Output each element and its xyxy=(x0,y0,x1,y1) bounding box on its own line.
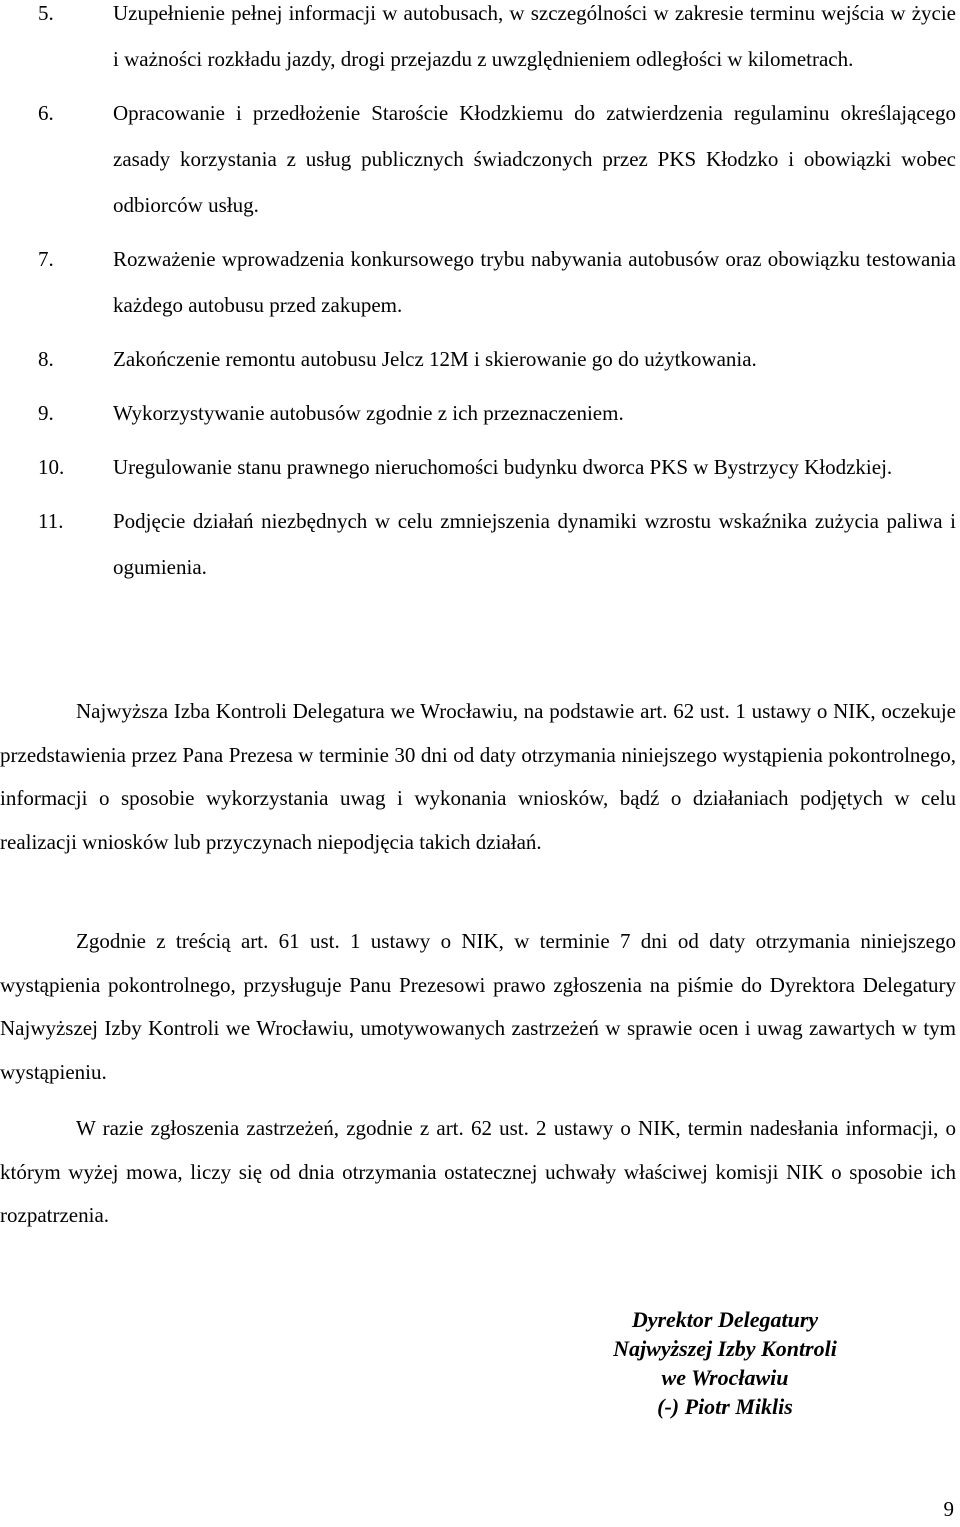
list-item xyxy=(0,390,960,436)
recommendations-list xyxy=(0,0,960,598)
list-item-text: Zakończenie remontu autobusu Jelcz 12M i skierowanie go do użytkowania. xyxy=(113,347,757,371)
paragraph-report-request: Najwyższa Izba Kontroli Delegatura we Wrocławiu, na podstawie art. 62 ust. 1 ustawy o NIK, oczekuje przedstawienia przez Pana Prezesa w terminie 30 dni od daty otrzymania niniejszego wystąpienia pokontrolnego, informacji o sposobie wykorzystania uwag i wykonania wniosków, bądź o działaniach podjętych w celu realizacji wniosków lub przyczynach niepodjęcia takich działań. xyxy=(0,699,956,854)
list-item xyxy=(0,498,960,590)
list-item-number: 5. xyxy=(38,1,54,25)
list-item-text: Opracowanie i przedłożenie Staroście Kłodzkiemu do zatwierdzenia regulaminu określającego zasady korzystania z usług publicznych świadczonych przez PKS Kłodzko i obowiązki wobec odbiorców usług. xyxy=(113,101,956,217)
list-item xyxy=(0,90,960,228)
list-item-number: 11. xyxy=(38,509,64,533)
signature-name: (-) Piotr Miklis xyxy=(657,1394,793,1419)
list-item-text: Podjęcie działań niezbędnych w celu zmniejszenia dynamiki wzrostu wskaźnika zużycia paliwa i ogumienia. xyxy=(113,509,956,579)
list-item xyxy=(0,444,960,490)
list-item-number: 7. xyxy=(38,247,54,271)
list-item xyxy=(0,0,960,82)
paragraph-objection-deadline: W razie zgłoszenia zastrzeżeń, zgodnie z art. 62 ust. 2 ustawy o NIK, termin nadesłania informacji, o którym wyżej mowa, liczy się od dnia otrzymania ostatecznej uchwały właściwej komisji NIK o sposobie ich rozpatrzenia. xyxy=(0,1116,956,1227)
signature-institution: Najwyższej Izby Kontroli xyxy=(613,1336,837,1361)
signature-title: Dyrektor Delegatury xyxy=(631,1307,819,1332)
list-item-text: Uregulowanie stanu prawnego nieruchomości budynku dworca PKS w Bystrzycy Kłodzkiej. xyxy=(113,455,893,479)
list-item-number: 10. xyxy=(38,455,65,479)
list-item-text: Wykorzystywanie autobusów zgodnie z ich przeznaczeniem. xyxy=(113,401,624,425)
list-item-text: Rozważenie wprowadzenia konkursowego trybu nabywania autobusów oraz obowiązku testowania każdego autobusu przed zakupem. xyxy=(113,247,956,317)
paragraph-objection-right: Zgodnie z treścią art. 61 ust. 1 ustawy o NIK, w terminie 7 dni od daty otrzymania niniejszego wystąpienia pokontrolnego, przysługuje Panu Prezesowi prawo zgłoszenia na piśmie do Dyrektora Delegatury Najwyższej Izby Kontroli we Wrocławiu, umotywowanych zastrzeżeń w sprawie ocen i uwag zawartych w tym wystąpieniu. xyxy=(0,929,956,1084)
list-item xyxy=(0,236,960,328)
page-number: 9 xyxy=(943,1497,954,1521)
list-item-text: Uzupełnienie pełnej informacji w autobusach, w szczególności w zakresie terminu wejścia w życie i ważności rozkładu jazdy, drogi przejazdu z uwzględnieniem odległości w kilometrach. xyxy=(113,1,956,71)
signature-block xyxy=(560,1305,890,1421)
list-item-number: 6. xyxy=(38,101,54,125)
list-item-number: 9. xyxy=(38,401,54,425)
list-item-number: 8. xyxy=(38,347,54,371)
signature-location: we Wrocławiu xyxy=(661,1365,789,1390)
list-item xyxy=(0,336,960,382)
